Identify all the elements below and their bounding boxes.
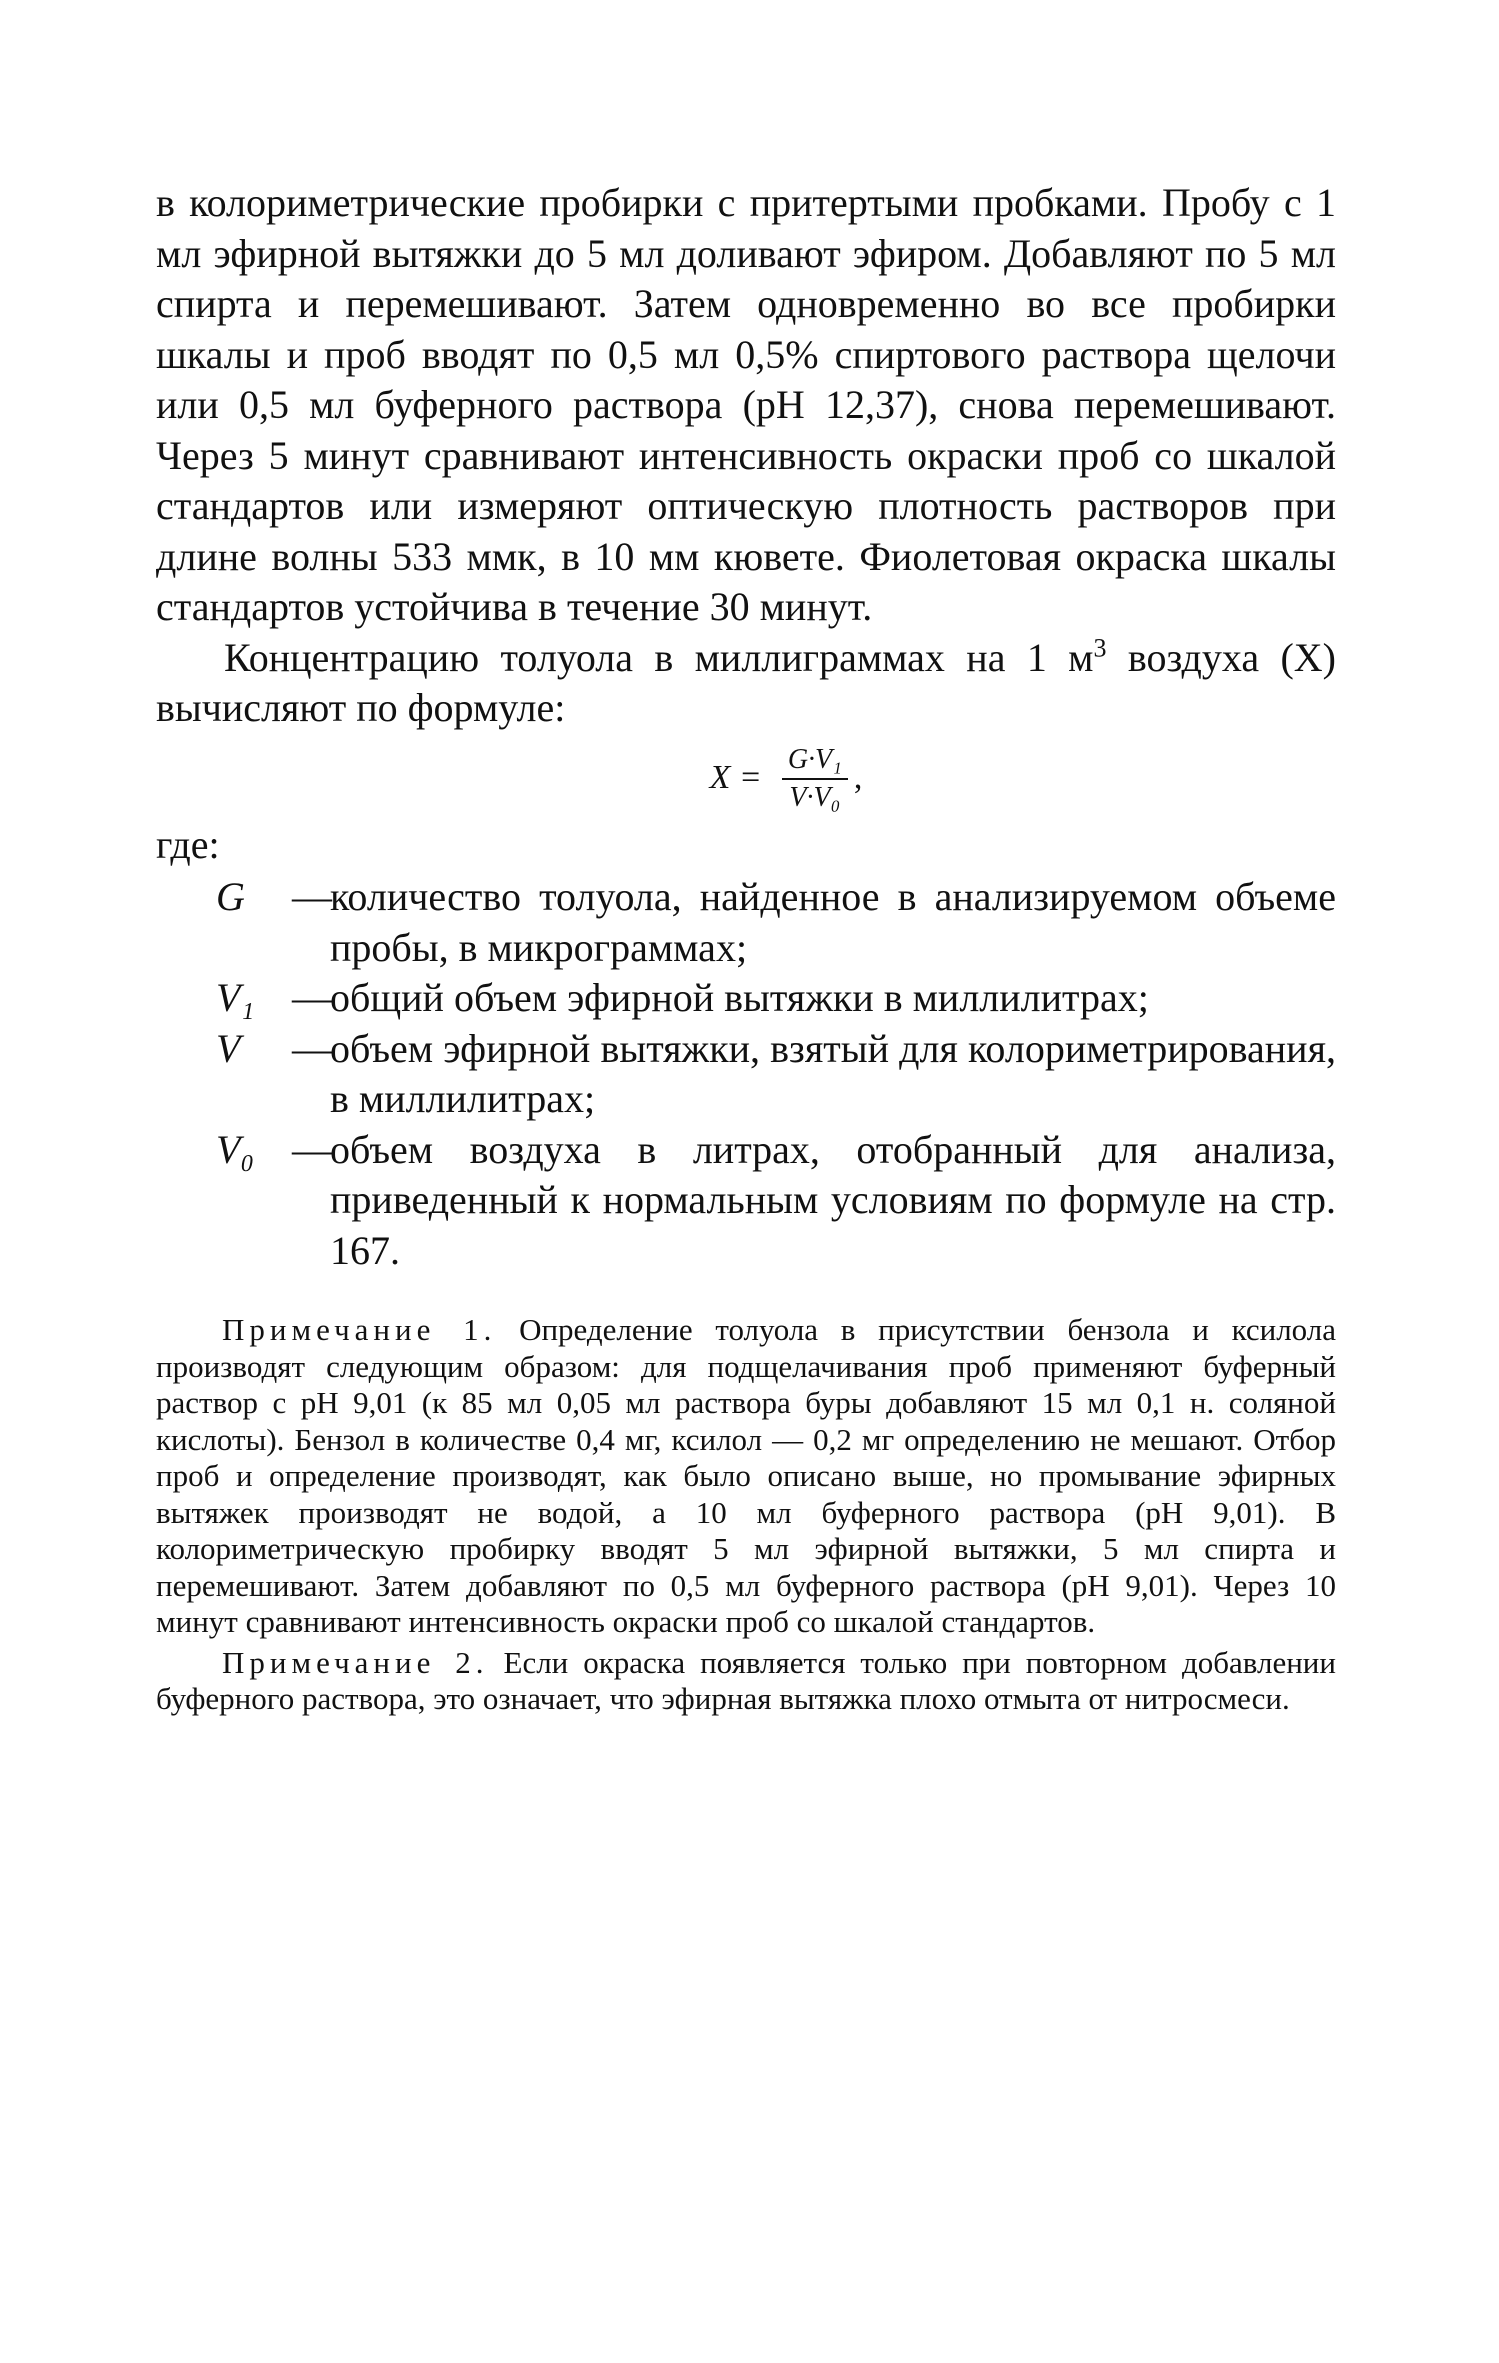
formula-lhs: X = [709, 759, 762, 797]
main-text [156, 178, 1336, 1276]
variable-item [156, 973, 1336, 1024]
variable-symbol: G [216, 874, 245, 919]
variable-description: объем эфирной вытяжки, взятый для колориметрирования, в миллилитрах; [330, 1025, 1336, 1121]
variable-symbol: V [216, 1025, 241, 1071]
formula-fraction [782, 744, 848, 814]
note-1-label: Примечание 1. [222, 1312, 497, 1347]
variable-description: объем воздуха в литрах, отобранный для анализа, приведенный к нормальным условиям по формуле на стр. 167. [330, 1126, 1336, 1273]
cubic-superscript: 3 [1093, 633, 1107, 663]
variable-dash: — [292, 1025, 332, 1071]
variable-dash: — [292, 1126, 332, 1172]
variable-item [156, 872, 1336, 973]
variable-description: общий объем эфирной вытяжки в миллилитрах; [330, 975, 1149, 1020]
paragraph-concentration-tail: воздуха (X) вычисляют по формуле: [156, 634, 1336, 730]
note-1 [156, 1312, 1336, 1641]
document-page [156, 178, 1336, 1722]
formula-denominator: V·V₀ [789, 781, 841, 813]
paragraph-concentration-text: Концентрацию толуола в миллиграммах на 1 м [224, 634, 1094, 680]
variable-dash: — [292, 975, 332, 1020]
paragraph-procedure: в колориметрические пробирки с притертыми пробками. Пробу с 1 мл эфирной вытяжки до 5 мл доливают эфиром. Добавляют по 5 мл спирта и перемешивают. Затем одновременно во все пробирки шкалы и проб вводят по 0,5 мл 0,5% спиртового раствора щелочи или 0,5 мл буферного раствора (рН 12,37), снова перемешивают. Через 5 минут сравнивают интенсивность окраски проб со шкалой стандартов или измеряют оптическую плотность растворов при длине волны 533 ммк, в 10 мм кювете. Фиолетовая окраска шкалы стандартов устойчива в течение 30 минут. [156, 180, 1336, 629]
variable-item [156, 1125, 1336, 1277]
where-label: где: [156, 821, 220, 867]
variable-item [156, 1024, 1336, 1125]
note-2 [156, 1645, 1336, 1718]
variable-symbol: V₁ [216, 975, 255, 1020]
note-2-label: Примечание 2. [222, 1644, 489, 1680]
formula-numerator: G·V₁ [787, 743, 842, 775]
variable-list [156, 872, 1336, 1276]
variable-dash: — [292, 874, 332, 919]
note-1-text: Определение толуола в присутствии бензола и ксилола производят следующим образом: для подщелачивания проб применяют буферный раствор с рН 9,01 (к 85 мл 0,05 мл раствора буры добавляют 15 мл 0,1 н. соляной кислоты). Бензол в количестве 0,4 мг, ксилол — 0,2 мг определению не мешают. Отбор проб и определение производят, как было описано выше, но промывание эфирных вытяжек производят не водой, а 10 мл буферного раствора (рН 9,01). В колориметрическую пробирку вводят 5 мл эфирной вытяжки, 5 мл спирта и перемешивают. Затем добавляют по 0,5 мл буферного раствора (рН 9,01). Через 10 минут сравнивают интенсивность окраски проб со шкалой стандартов. [156, 1312, 1336, 1639]
paragraph-concentration [156, 633, 1336, 734]
variable-description: количество толуола, найденное в анализируемом объеме пробы, в микрограммах; [330, 874, 1336, 970]
formula-trailing: , [853, 759, 863, 797]
note-2-text: Если окраска появляется только при повторном добавлении буферного раствора, это означает, что эфирная вытяжка плохо отмыта от нитросмеси. [156, 1644, 1336, 1716]
variable-symbol: V₀ [216, 1126, 255, 1172]
notes-section [156, 1312, 1336, 1718]
formula [156, 744, 1336, 814]
